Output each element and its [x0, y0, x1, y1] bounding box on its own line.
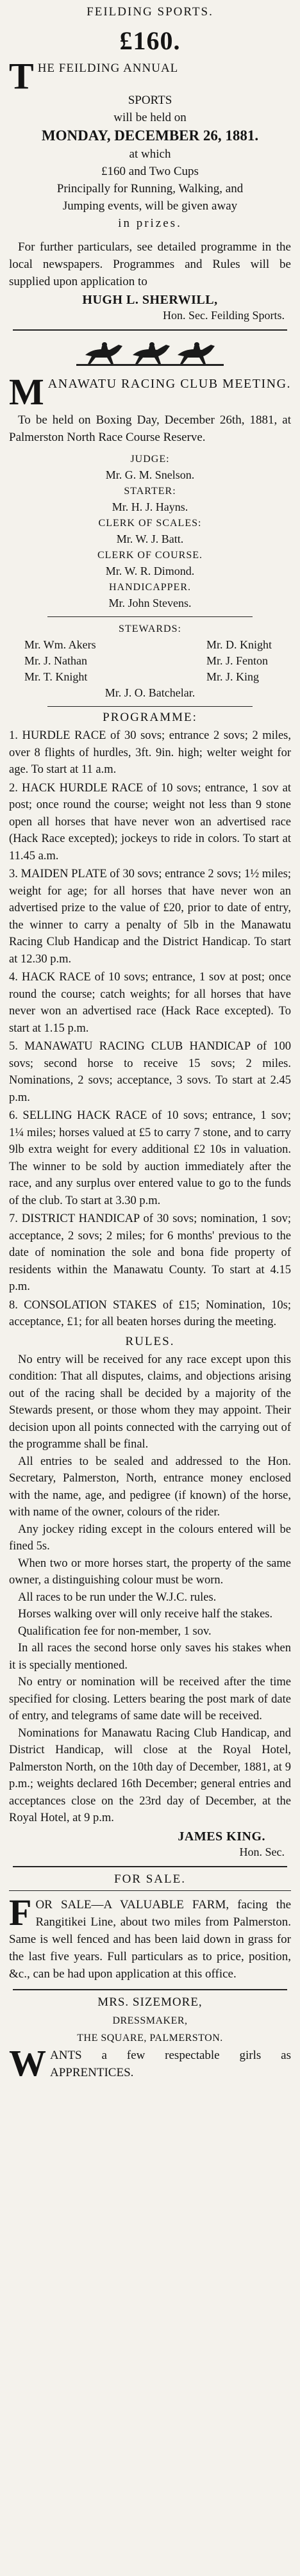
- ad-header: FOR SALE.: [114, 1872, 186, 1886]
- handicapper-name: Mr. John Stevens.: [108, 597, 192, 609]
- for-sale-text: [9, 1891, 291, 1983]
- steward-name: Mr. J. Fenton: [206, 654, 268, 667]
- dressmaker-body: ANTS a few respectable girls as APPRENTICES.: [50, 2048, 291, 2079]
- sports-line: SPORTS: [128, 94, 172, 107]
- stewards-label: STEWARDS:: [119, 623, 181, 634]
- divider: [13, 329, 287, 331]
- ad-header: FEILDING SPORTS.: [87, 5, 213, 19]
- signer-role: Hon. Sec. Feilding Sports.: [162, 309, 285, 322]
- rules-heading: RULES.: [125, 1334, 175, 1348]
- steward-name: Mr. D. Knight: [206, 638, 272, 651]
- steward-name: Mr. J. King: [206, 670, 259, 683]
- rule-item: No entry or nomination will be received after the time specified for closing. Letters bearing the post mark of date of entry, and telegrams of same date will be received.: [9, 1676, 291, 1722]
- dropcap: M: [9, 371, 44, 413]
- scales-label: CLERK OF SCALES:: [98, 518, 202, 529]
- programme-heading: PROGRAMME:: [103, 711, 197, 724]
- dressmaker-ad: [9, 1995, 291, 2084]
- race-item: 2. HACK HURDLE RACE of 10 sovs; entrance, 1 sov at post; once round the course; weight not less than 9 stone open all horses that have never won an advertised race (Hack Race excepted); jockeys to ride in colors. To start at 11.45 a.m.: [9, 781, 291, 863]
- rule-item: Any jockey riding except in the colours entered will be fined 5s.: [9, 1523, 291, 1553]
- judge-name: Mr. G. M. Snelson.: [105, 468, 195, 481]
- steward-name: Mr. T. Knight: [24, 670, 88, 683]
- course-name: Mr. W. R. Dimond.: [105, 565, 195, 577]
- race-item: 1. HURDLE RACE of 30 sovs; entrance 2 sovs; 2 miles, over 8 flights of hurdles, 3ft. 9in. high; welter weight for age. To start at 11 a.m.: [9, 729, 291, 776]
- dropcap: T: [9, 55, 34, 97]
- for-sale-body: OR SALE—A VALUABLE FARM, facing the Rangitikei Line, about two miles from Palmerston. Same is well fenced and has been laid down in grass for the last five years. Full particulars as to price, position, &c., can be had upon application at this office.: [9, 1897, 291, 1981]
- rule-item: Nominations for Manawatu Racing Club Handicap, and District Handicap, will close at the Royal Hotel, Palmerston North, on the 10th day of December, 1881, at 9 p.m.; weights declared 16th December; general entries and acceptances close on the 23rd day of December, at the Royal Hotel, at 9 p.m.: [9, 1726, 291, 1824]
- further-particulars: For further particulars, see detailed programme in the local newspapers. Programmes and Rules will be supplied upon application to: [9, 240, 291, 288]
- scales-name: Mr. W. J. Batt.: [116, 533, 184, 545]
- race-item: 7. DISTRICT HANDICAP of 30 sovs; nomination, 1 sov; acceptance, 2 sovs; 2 miles; for 6 months' previous to the date of nomination the sole and bona fide property of residents within the Manawatu County. To start at 4.15 p.m.: [9, 1212, 291, 1293]
- divider: [13, 1989, 287, 1990]
- judge-label: JUDGE:: [130, 454, 170, 465]
- divider: [9, 1890, 291, 1891]
- signer-role: Hon. Sec.: [239, 1845, 285, 1858]
- feilding-sports-ad: [9, 5, 291, 323]
- intro-lead: HE FEILDING ANNUAL: [37, 62, 179, 75]
- handicapper-label: HANDICAPPER.: [108, 582, 191, 593]
- for-sale-ad: [9, 1872, 291, 1983]
- signer-name: HUGH L. SHERWILL,: [82, 293, 218, 307]
- rule-item: In all races the second horse only saves his stakes when it is specially mentioned.: [9, 1642, 291, 1672]
- rule-item: Qualification fee for non-member, 1 sov.: [18, 1624, 212, 1638]
- prizes-line: in prizes.: [118, 217, 182, 230]
- prize-amount: £160.: [119, 26, 181, 55]
- rule-item: All races to be run under the W.J.C. rules.: [18, 1590, 217, 1604]
- dropcap: F: [9, 1891, 32, 1933]
- race-item: 3. MAIDEN PLATE of 30 sovs; entrance 2 sovs; 1½ miles; weight for age; for all horses that have never won an advertised prize to the value of £20, prior to date of entry, the winner to carry a penalty of 5lb in the Manawatu Racing Club Handicap and the District Handicap. To start at 12.30 p.m.: [9, 868, 291, 966]
- course-label: CLERK OF COURSE.: [97, 550, 203, 561]
- starter-name: Mr. H. J. Hayns.: [112, 500, 188, 513]
- club-title-block: [9, 371, 292, 413]
- rules-list: [9, 1351, 291, 1827]
- racehorses-icon: [76, 336, 224, 372]
- rule-item: Horses walking over will only receive half the stakes.: [18, 1608, 273, 1621]
- divider: [13, 1866, 287, 1867]
- dressmaker-text: [9, 2042, 291, 2084]
- dressmaker-name: MRS. SIZEMORE,: [97, 1995, 203, 2009]
- rule-item: No entry will be received for any race except upon this condition: That all disputes, claims, and objections arising out of the racing shall be decided by a majority of the Stewards present, or those whom they may appoint. Their decision upon all points connected with the carrying out of the programme shall be final.: [9, 1353, 291, 1451]
- meeting-intro: To be held on Boxing Day, December 26th, 1881, at Palmerston North Race Course Reserve.: [9, 413, 291, 444]
- race-list: [9, 727, 291, 1331]
- dressmaker-address: THE SQUARE, PALMERSTON.: [77, 2032, 223, 2043]
- rule-item: When two or more horses start, the property of the same owner, a distinguishing colour must be worn.: [9, 1556, 291, 1587]
- race-item: 5. MANAWATU RACING CLUB HANDICAP of 100 sovs; second horse to receive 15 sovs; 2 miles. Nominations, 2 sovs; acceptance, 3 sovs. To start at 2.45 p.m.: [9, 1040, 291, 1104]
- intro-block: [9, 55, 291, 97]
- prize-line: £160 and Two Cups: [101, 165, 199, 178]
- held-on-line: will be held on: [113, 111, 187, 124]
- stewards-right-col: [206, 637, 272, 685]
- steward-name: Mr. Wm. Akers: [24, 638, 96, 651]
- stewards-left-col: [24, 637, 96, 685]
- club-title: ANAWATU RACING CLUB MEETING.: [47, 377, 292, 391]
- rule-item: All entries to be sealed and addressed to the Hon. Secretary, Palmerston, North, entrance money enclosed with the name, age, and pedigree (if known) of the horse, with name of the owner, colours of the rider.: [9, 1455, 291, 1519]
- divider: [47, 616, 253, 617]
- steward-name: Mr. J. Nathan: [24, 654, 87, 667]
- date-line: MONDAY, DECEMBER 26, 1881.: [41, 128, 259, 144]
- race-item: 8. CONSOLATION STAKES of £15; Nomination, 10s; acceptance, £1; for all beaten horses during the meeting.: [9, 1298, 291, 1328]
- race-item: 6. SELLING HACK RACE of 10 sovs; entrance, 1 sov; 1¼ miles; horses valued at £5 to carry 7 stone, and to carry 9lb extra weight for every additional £2 10s in valuation. The winner to be sold by auction immediately after the race, and any surplus over entered value to go to the funds of the club. To start at 3.30 p.m.: [9, 1109, 291, 1207]
- at-which-line: at which: [129, 147, 171, 161]
- events-line-1: Principally for Running, Walking, and: [56, 182, 244, 195]
- race-item: 4. HACK RACE of 10 sovs; entrance, 1 sov at post; once round the course; catch weights; for all horses that have never won an advertised race (Hack Race excepted). To start at 1.15 p.m.: [9, 971, 291, 1035]
- dropcap: W: [9, 2042, 46, 2084]
- dressmaker-trade: DRESSMAKER,: [112, 2015, 188, 2026]
- starter-label: STARTER:: [124, 486, 176, 497]
- signer-name: JAMES KING.: [178, 1829, 265, 1844]
- events-line-2: Jumping events, will be given away: [62, 199, 238, 213]
- racehorses-woodcut: [9, 336, 291, 372]
- divider: [47, 706, 253, 707]
- racing-club-ad: [9, 336, 291, 1860]
- officials-list: [9, 451, 291, 611]
- steward-last: Mr. J. O. Batchelar.: [104, 686, 196, 699]
- stewards-list: [9, 637, 291, 685]
